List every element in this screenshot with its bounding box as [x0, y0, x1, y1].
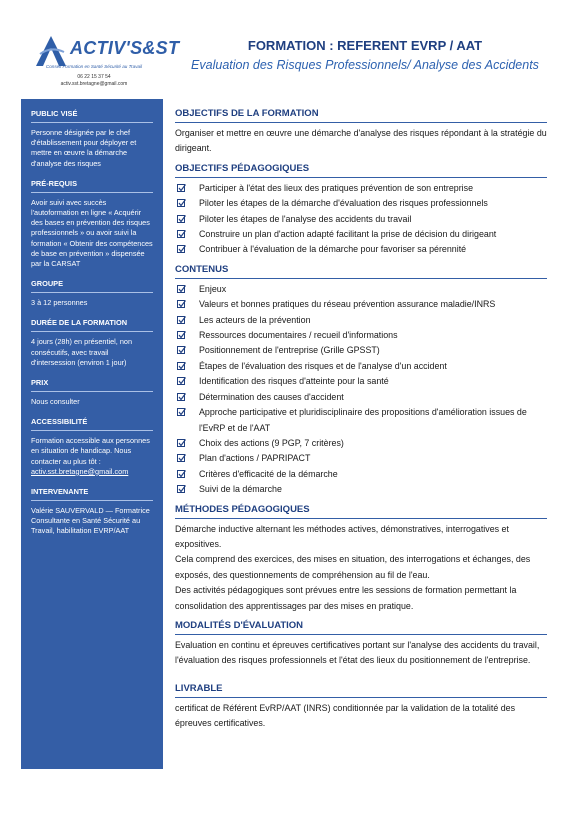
checklist-item-text: Piloter les étapes de l'analyse des accidents du travail — [199, 213, 412, 224]
methods-paragraph-1: Démarche inductive alternant les méthodes actives, démonstratives, interrogatives et expositives. — [175, 523, 509, 549]
checklist-item-text: Enjeux — [199, 283, 227, 294]
checkbox-checked-icon — [177, 393, 185, 401]
checklist-item — [175, 436, 547, 451]
speaker-section — [31, 487, 153, 537]
checkbox-checked-icon — [177, 362, 185, 370]
checkbox-checked-icon — [177, 331, 185, 339]
checklist-item-text: Étapes de l'évaluation des risques et de l'analyse d'un accident — [199, 360, 447, 371]
checklist-item — [175, 374, 547, 389]
deliverable-text: certificat de Référent EvRP/AAT (INRS) conditionnée par la validation de la totalité des épreuves certificatives. — [175, 702, 516, 729]
accessibility-email-link[interactable]: activ.sst.bretagne@gmail.com — [31, 466, 129, 476]
checklist-item-text: Ressources documentaires / recueil d'informations — [199, 330, 398, 341]
accessibility-text: Formation accessible aux personnes en situation de handicap. Nous contacter au plus tôt : — [31, 436, 150, 466]
pedagogical-objectives-list — [175, 181, 547, 258]
evaluation-section — [175, 620, 547, 669]
checklist-item-text: Choix des actions (9 PGP, 7 critères) — [199, 437, 344, 448]
methods-paragraph-3: Des activités pédagogiques sont prévues entre les sessions de formation permettant la consolidation des apprentissages par des mises en pratique. — [175, 585, 517, 611]
contents-list — [175, 282, 547, 498]
price-section — [31, 378, 153, 407]
checklist-item-text: Critères d'efficacité de la démarche — [199, 468, 338, 479]
checklist-item-text: Valeurs et bonnes pratiques du réseau prévention assurance maladie/INRS — [199, 299, 496, 310]
checkbox-checked-icon — [177, 245, 185, 253]
checklist-item-text: Piloter les étapes de la démarche d'évaluation des risques professionnels — [199, 198, 488, 209]
checklist-item-text: Plan d'actions / PAPRIPACT — [199, 453, 311, 464]
checklist-item — [175, 451, 547, 466]
accessibility-section — [31, 417, 153, 477]
speaker-text: Valérie SAUVERVALD — Formatrice Consultante en Santé Sécurité au Travail, habilitation EVRP/AAT — [31, 506, 150, 536]
objectives-text: Organiser et mettre en œuvre une démarche d'analyse des risques répondant à la stratégie du dirigeant. — [175, 128, 547, 154]
evaluation-text: Evaluation en continu et épreuves certificatives portant sur l'analyse des accidents du travail, l'évaluation des risques professionnels et l'état des lieux du positionnement de l'entreprise. — [175, 639, 540, 666]
checkbox-checked-icon — [177, 439, 185, 447]
checklist-item — [175, 313, 547, 328]
checklist-item — [175, 405, 547, 436]
deliverable-heading: LIVRABLE — [175, 683, 547, 698]
checklist-item-text: Suivi de la démarche — [199, 484, 282, 495]
checkbox-checked-icon — [177, 300, 185, 308]
pedagogical-objectives-heading: OBJECTIFS PÉDAGOGIQUES — [175, 163, 547, 178]
checkbox-checked-icon — [177, 454, 185, 462]
price-text: Nous consulter — [31, 397, 80, 407]
logo-name: ACTIV'S&ST — [70, 38, 180, 58]
checkbox-checked-icon — [177, 184, 185, 192]
checklist-item — [175, 227, 547, 242]
checklist-item — [175, 212, 547, 227]
checkbox-checked-icon — [177, 230, 185, 238]
deliverable-section — [175, 683, 547, 732]
checklist-item-text: Positionnement de l'entreprise (Grille GPSST) — [199, 345, 380, 356]
public-section — [31, 109, 153, 169]
logo-a-icon — [34, 34, 68, 68]
checklist-item — [175, 482, 547, 497]
checklist-item — [175, 467, 547, 482]
contents-section — [175, 264, 547, 498]
prereq-text: Avoir suivi avec succès l'autoformation en ligne « Acquérir des bases en prévention des risques professionnels » ou avoir suivi la formation « Obtenir des compétences de base en prévention » dispensée par la CARSAT — [31, 197, 153, 269]
pedagogical-objectives-section — [175, 163, 547, 258]
checklist-item-text: Détermination des causes d'accident — [199, 391, 344, 402]
main-content — [175, 108, 547, 738]
page-title: FORMATION : REFERENT EVRP / AAT — [247, 38, 483, 53]
checklist-item-text: Approche participative et pluridisciplinaire des propositions d'amélioration issues de l'EvRP et de l'AAT — [199, 407, 527, 433]
objectives-heading: OBJECTIFS DE LA FORMATION — [175, 108, 547, 123]
checklist-item — [175, 390, 547, 405]
checkbox-checked-icon — [177, 346, 185, 354]
checklist-item — [175, 297, 547, 312]
checkbox-checked-icon — [177, 408, 185, 416]
group-section — [31, 279, 153, 308]
checkbox-checked-icon — [177, 215, 185, 223]
page-subtitle: Evaluation des Risques Professionnels/ Analyse des Accidents — [191, 58, 539, 72]
evaluation-heading: MODALITÉS D'ÉVALUATION — [175, 620, 547, 635]
group-text: 3 à 12 personnes — [31, 298, 88, 308]
accessibility-heading: ACCESSIBILITÉ — [31, 417, 153, 431]
info-sidebar — [21, 99, 163, 769]
checklist-item — [175, 282, 547, 297]
prereq-section — [31, 179, 153, 269]
duration-heading: DURÉE DE LA FORMATION — [31, 318, 153, 332]
checkbox-checked-icon — [177, 470, 185, 478]
company-logo — [30, 34, 180, 98]
checkbox-checked-icon — [177, 316, 185, 324]
checklist-item — [175, 196, 547, 211]
methods-section — [175, 504, 547, 614]
group-heading: GROUPE — [31, 279, 153, 293]
checklist-item — [175, 181, 547, 196]
checkbox-checked-icon — [177, 485, 185, 493]
public-heading: PUBLIC VISÉ — [31, 109, 153, 123]
checklist-item-text: Contribuer à l'évaluation de la démarche pour favoriser sa pérennité — [199, 244, 467, 255]
methods-heading: MÉTHODES PÉDAGOGIQUES — [175, 504, 547, 519]
checklist-item-text: Construire un plan d'action adapté facilitant la prise de décision du dirigeant — [199, 229, 497, 240]
checklist-item-text: Les acteurs de la prévention — [199, 314, 311, 325]
duration-section — [31, 318, 153, 368]
checklist-item — [175, 343, 547, 358]
checklist-item — [175, 359, 547, 374]
checklist-item-text: Identification des risques d'atteinte pour la santé — [199, 376, 389, 387]
checkbox-checked-icon — [177, 199, 185, 207]
checkbox-checked-icon — [177, 377, 185, 385]
checklist-item — [175, 242, 547, 257]
checklist-item-text: Participer à l'état des lieux des pratiques prévention de son entreprise — [199, 182, 474, 193]
methods-paragraph-2: Cela comprend des exercices, des mises en situation, des interrogations et échanges, des exposés, des questionnements de compréhension au fil de l'eau. — [175, 554, 531, 580]
objectives-section — [175, 108, 547, 157]
prereq-heading: PRÉ-REQUIS — [31, 179, 153, 193]
price-heading: PRIX — [31, 378, 153, 392]
speaker-heading: INTERVENANTE — [31, 487, 153, 501]
public-text: Personne désignée par le chef d'établissement pour déployer et mettre en œuvre la démarche d'analyse des risques — [31, 128, 137, 168]
checkbox-checked-icon — [177, 285, 185, 293]
logo-phone: 06 22 15 37 54 — [77, 74, 111, 80]
checklist-item — [175, 328, 547, 343]
duration-text: 4 jours (28h) en présentiel, non consécutifs, avec travail d'intersession (environ 1 jour) — [31, 337, 133, 367]
contents-heading: CONTENUS — [175, 264, 547, 279]
logo-email: activ.sst.bretagne@gmail.com — [60, 81, 128, 87]
logo-tagline: Conseil Formation en Santé Sécurité au Travail — [45, 64, 143, 69]
